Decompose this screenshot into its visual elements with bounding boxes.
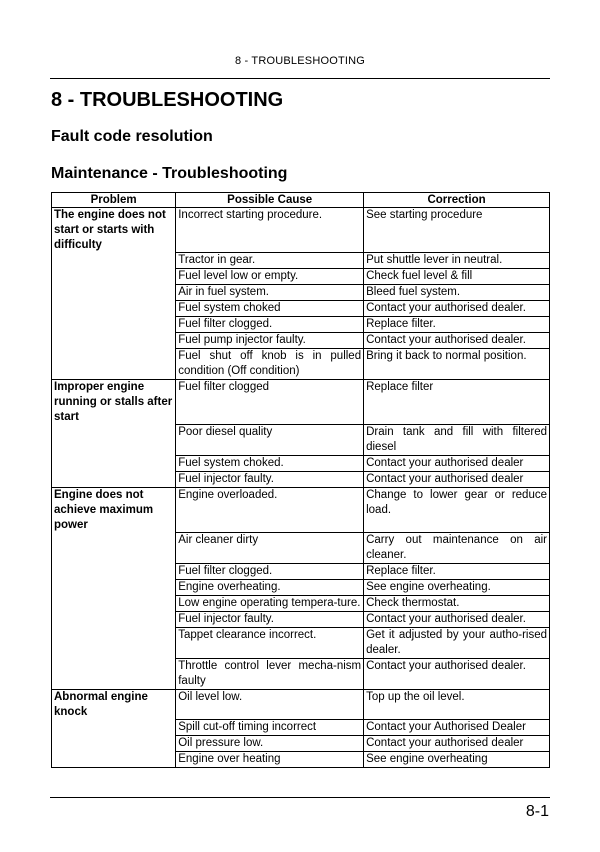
cause-cell: Fuel pump injector faulty.	[176, 333, 364, 349]
correction-cell: Get it adjusted by your autho-rised dealer.	[364, 628, 550, 659]
cause-cell: Fuel injector faulty.	[176, 612, 364, 628]
table-row	[52, 380, 550, 425]
footer-rule	[50, 797, 550, 798]
page-number: 8-1	[525, 803, 549, 820]
correction-cell: Contact your authorised dealer.	[364, 612, 550, 628]
correction-cell: Contact your authorised dealer.	[364, 301, 550, 317]
cause-cell: Fuel injector faulty.	[176, 472, 364, 488]
correction-cell: Replace filter.	[364, 317, 550, 333]
correction-cell: Contact your authorised dealer	[364, 736, 550, 752]
cause-cell: Fuel shut off knob is in pulled condition (Off condition)	[176, 349, 364, 380]
correction-cell: See engine overheating.	[364, 580, 550, 596]
correction-cell: Top up the oil level.	[364, 690, 550, 720]
problem-cell: The engine does not start or starts with difficulty	[52, 208, 176, 380]
section-title: Fault code resolution	[51, 128, 213, 145]
correction-cell: Put shuttle lever in neutral.	[364, 253, 550, 269]
correction-cell: Replace filter.	[364, 564, 550, 580]
correction-cell: Carry out maintenance on air cleaner.	[364, 533, 550, 564]
cause-cell: Air in fuel system.	[176, 285, 364, 301]
correction-cell: Contact your authorised dealer.	[364, 333, 550, 349]
cause-cell: Spill cut-off timing incorrect	[176, 720, 364, 736]
cause-cell: Oil pressure low.	[176, 736, 364, 752]
cause-cell: Fuel filter clogged.	[176, 564, 364, 580]
correction-cell: Check thermostat.	[364, 596, 550, 612]
correction-cell: Bring it back to normal position.	[364, 349, 550, 380]
correction-cell: Contact your authorised dealer.	[364, 659, 550, 690]
correction-cell: See starting procedure	[364, 208, 550, 253]
troubleshooting-table	[51, 192, 550, 768]
problem-cell: Improper engine running or stalls after start	[52, 380, 176, 488]
cause-cell: Engine overheating.	[176, 580, 364, 596]
column-header-cause: Possible Cause	[176, 193, 364, 208]
problem-cell: Engine does not achieve maximum power	[52, 488, 176, 690]
problem-cell: Abnormal engine knock	[52, 690, 176, 768]
correction-cell: Contact your authorised dealer	[364, 472, 550, 488]
column-header-problem: Problem	[52, 193, 176, 208]
chapter-title: 8 - TROUBLESHOOTING	[51, 89, 284, 111]
correction-cell: Drain tank and fill with filtered diesel	[364, 425, 550, 456]
cause-cell: Incorrect starting procedure.	[176, 208, 364, 253]
cause-cell: Tractor in gear.	[176, 253, 364, 269]
cause-cell: Fuel system choked	[176, 301, 364, 317]
cause-cell: Low engine operating tempera-ture.	[176, 596, 364, 612]
cause-cell: Fuel filter clogged.	[176, 317, 364, 333]
correction-cell: Change to lower gear or reduce load.	[364, 488, 550, 533]
subsection-title: Maintenance - Troubleshooting	[51, 165, 288, 182]
column-header-correction: Correction	[364, 193, 550, 208]
running-header: 8 - TROUBLESHOOTING	[234, 55, 366, 67]
table-row	[52, 488, 550, 533]
correction-cell: See engine overheating	[364, 752, 550, 768]
correction-cell: Bleed fuel system.	[364, 285, 550, 301]
correction-cell: Check fuel level & fill	[364, 269, 550, 285]
correction-cell: Contact your Authorised Dealer	[364, 720, 550, 736]
cause-cell: Tappet clearance incorrect.	[176, 628, 364, 659]
cause-cell: Engine overloaded.	[176, 488, 364, 533]
cause-cell: Fuel system choked.	[176, 456, 364, 472]
table-row	[52, 690, 550, 720]
correction-cell: Replace filter	[364, 380, 550, 425]
table-row	[52, 208, 550, 253]
cause-cell: Throttle control lever mecha-nism faulty	[176, 659, 364, 690]
cause-cell: Fuel filter clogged	[176, 380, 364, 425]
table-header-row	[52, 193, 550, 208]
cause-cell: Fuel level low or empty.	[176, 269, 364, 285]
cause-cell: Engine over heating	[176, 752, 364, 768]
cause-cell: Air cleaner dirty	[176, 533, 364, 564]
header-rule	[50, 78, 550, 79]
cause-cell: Poor diesel quality	[176, 425, 364, 456]
cause-cell: Oil level low.	[176, 690, 364, 720]
correction-cell: Contact your authorised dealer	[364, 456, 550, 472]
